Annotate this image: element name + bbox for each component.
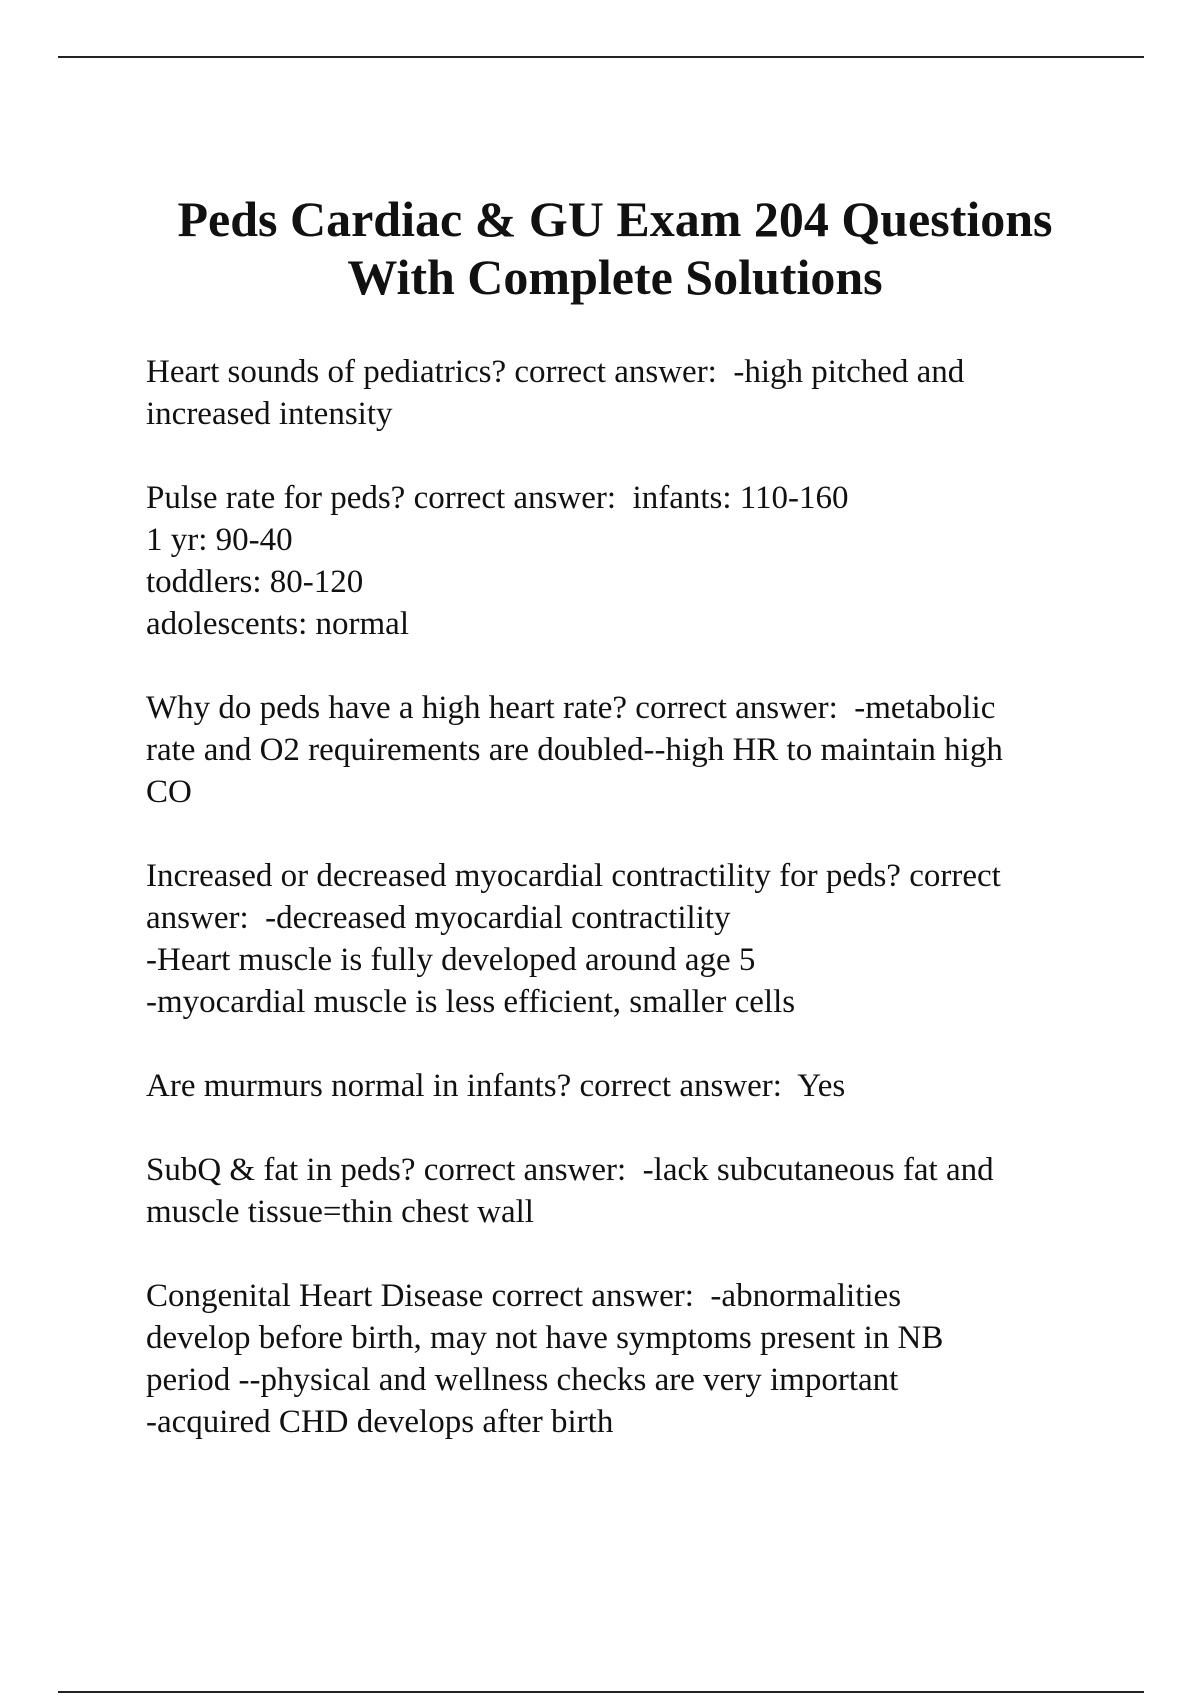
- qa-line: adolescents: normal: [146, 606, 410, 642]
- qa-line: toddlers: 80-120: [146, 564, 364, 600]
- qa-item-murmurs: [146, 1065, 1106, 1107]
- qa-item-pulse-rate: [146, 477, 1106, 645]
- qa-item-myocardial-contractility: [146, 855, 1106, 1023]
- qa-line: CO: [146, 774, 192, 810]
- document-title: [120, 190, 1110, 306]
- qa-list: [146, 351, 1106, 1485]
- qa-line: rate and O2 requirements are doubled--high HR to maintain high: [146, 732, 1003, 768]
- qa-line: Heart sounds of pediatrics? correct answer: -high pitched and: [146, 354, 965, 390]
- qa-line: -acquired CHD develops after birth: [146, 1404, 614, 1440]
- bottom-divider: [58, 1691, 1144, 1693]
- qa-line: Why do peds have a high heart rate? correct answer: -metabolic: [146, 690, 996, 726]
- qa-item-heart-sounds: [146, 351, 1106, 435]
- qa-line: Are murmurs normal in infants? correct answer: Yes: [146, 1068, 846, 1104]
- qa-line: 1 yr: 90-40: [146, 522, 293, 558]
- document-title-line-2: With Complete Solutions: [347, 249, 883, 305]
- qa-line: increased intensity: [146, 396, 393, 432]
- qa-line: -Heart muscle is fully developed around age 5: [146, 942, 756, 978]
- qa-line: muscle tissue=thin chest wall: [146, 1194, 534, 1230]
- qa-line: SubQ & fat in peds? correct answer: -lack subcutaneous fat and: [146, 1152, 994, 1188]
- qa-item-high-heart-rate: [146, 687, 1106, 813]
- qa-line: develop before birth, may not have symptoms present in NB: [146, 1320, 944, 1356]
- qa-line: -myocardial muscle is less efficient, smaller cells: [146, 984, 796, 1020]
- qa-line: Increased or decreased myocardial contractility for peds? correct: [146, 858, 1001, 894]
- document-title-line-1: Peds Cardiac & GU Exam 204 Questions: [177, 191, 1053, 247]
- qa-line: answer: -decreased myocardial contractility: [146, 900, 731, 936]
- qa-line: Pulse rate for peds? correct answer: infants: 110-160: [146, 480, 849, 516]
- qa-item-congenital-heart-disease: [146, 1275, 1106, 1443]
- qa-item-subq-fat: [146, 1149, 1106, 1233]
- top-divider: [58, 56, 1144, 58]
- qa-line: period --physical and wellness checks are very important: [146, 1362, 899, 1398]
- qa-line: Congenital Heart Disease correct answer: -abnormalities: [146, 1278, 902, 1314]
